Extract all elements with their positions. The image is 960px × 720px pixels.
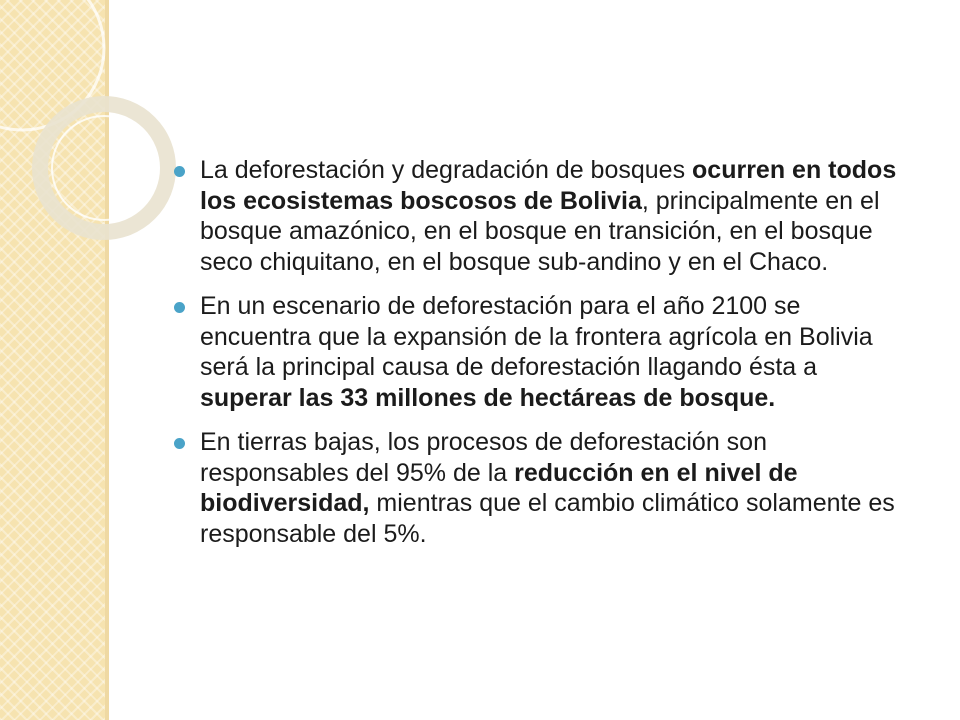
bullet-text-regular: En tierras bajas, los procesos de deforestación son responsables del 95% de la xyxy=(200,428,767,487)
bullet-item xyxy=(172,155,900,277)
bullet-text-regular: , principalmente en el bosque amazónico, en el bosque en transición, en el bosque seco chiquitano, en el bosque sub-andino y en el Chaco. xyxy=(200,186,880,276)
bullet-dot-icon xyxy=(174,302,185,313)
bullet-text-bold: ocurren en todos los ecosistemas boscosos de Bolivia xyxy=(200,156,897,215)
bullet-text-regular: La deforestación y degradación de bosques xyxy=(200,156,693,184)
bullet-dot-icon xyxy=(174,438,185,449)
bullet-text-regular: En un escenario de deforestación para el año 2100 se encuentra que la expansión de la frontera agrícola en Bolivia será la principal causa de deforestación llagando ésta a xyxy=(200,292,873,381)
bullet-text-bold: reducción en el nivel de biodiversidad, xyxy=(200,458,798,517)
slide-content xyxy=(172,155,900,563)
bullet-item xyxy=(172,427,900,549)
bullet-dot-icon xyxy=(174,166,185,177)
decorative-ring-medium xyxy=(40,104,168,232)
bullet-text xyxy=(200,292,873,412)
bullet-text xyxy=(200,428,895,548)
bullet-text-bold: superar las 33 millones de hectáreas de bosque. xyxy=(200,383,776,412)
bullet-item xyxy=(172,291,900,413)
decorative-ring-small xyxy=(52,116,156,220)
bullet-text-regular: mientras que el cambio climático solamente es responsable del 5%. xyxy=(200,489,895,548)
decorative-circles xyxy=(0,0,160,300)
bullet-text xyxy=(200,156,896,276)
